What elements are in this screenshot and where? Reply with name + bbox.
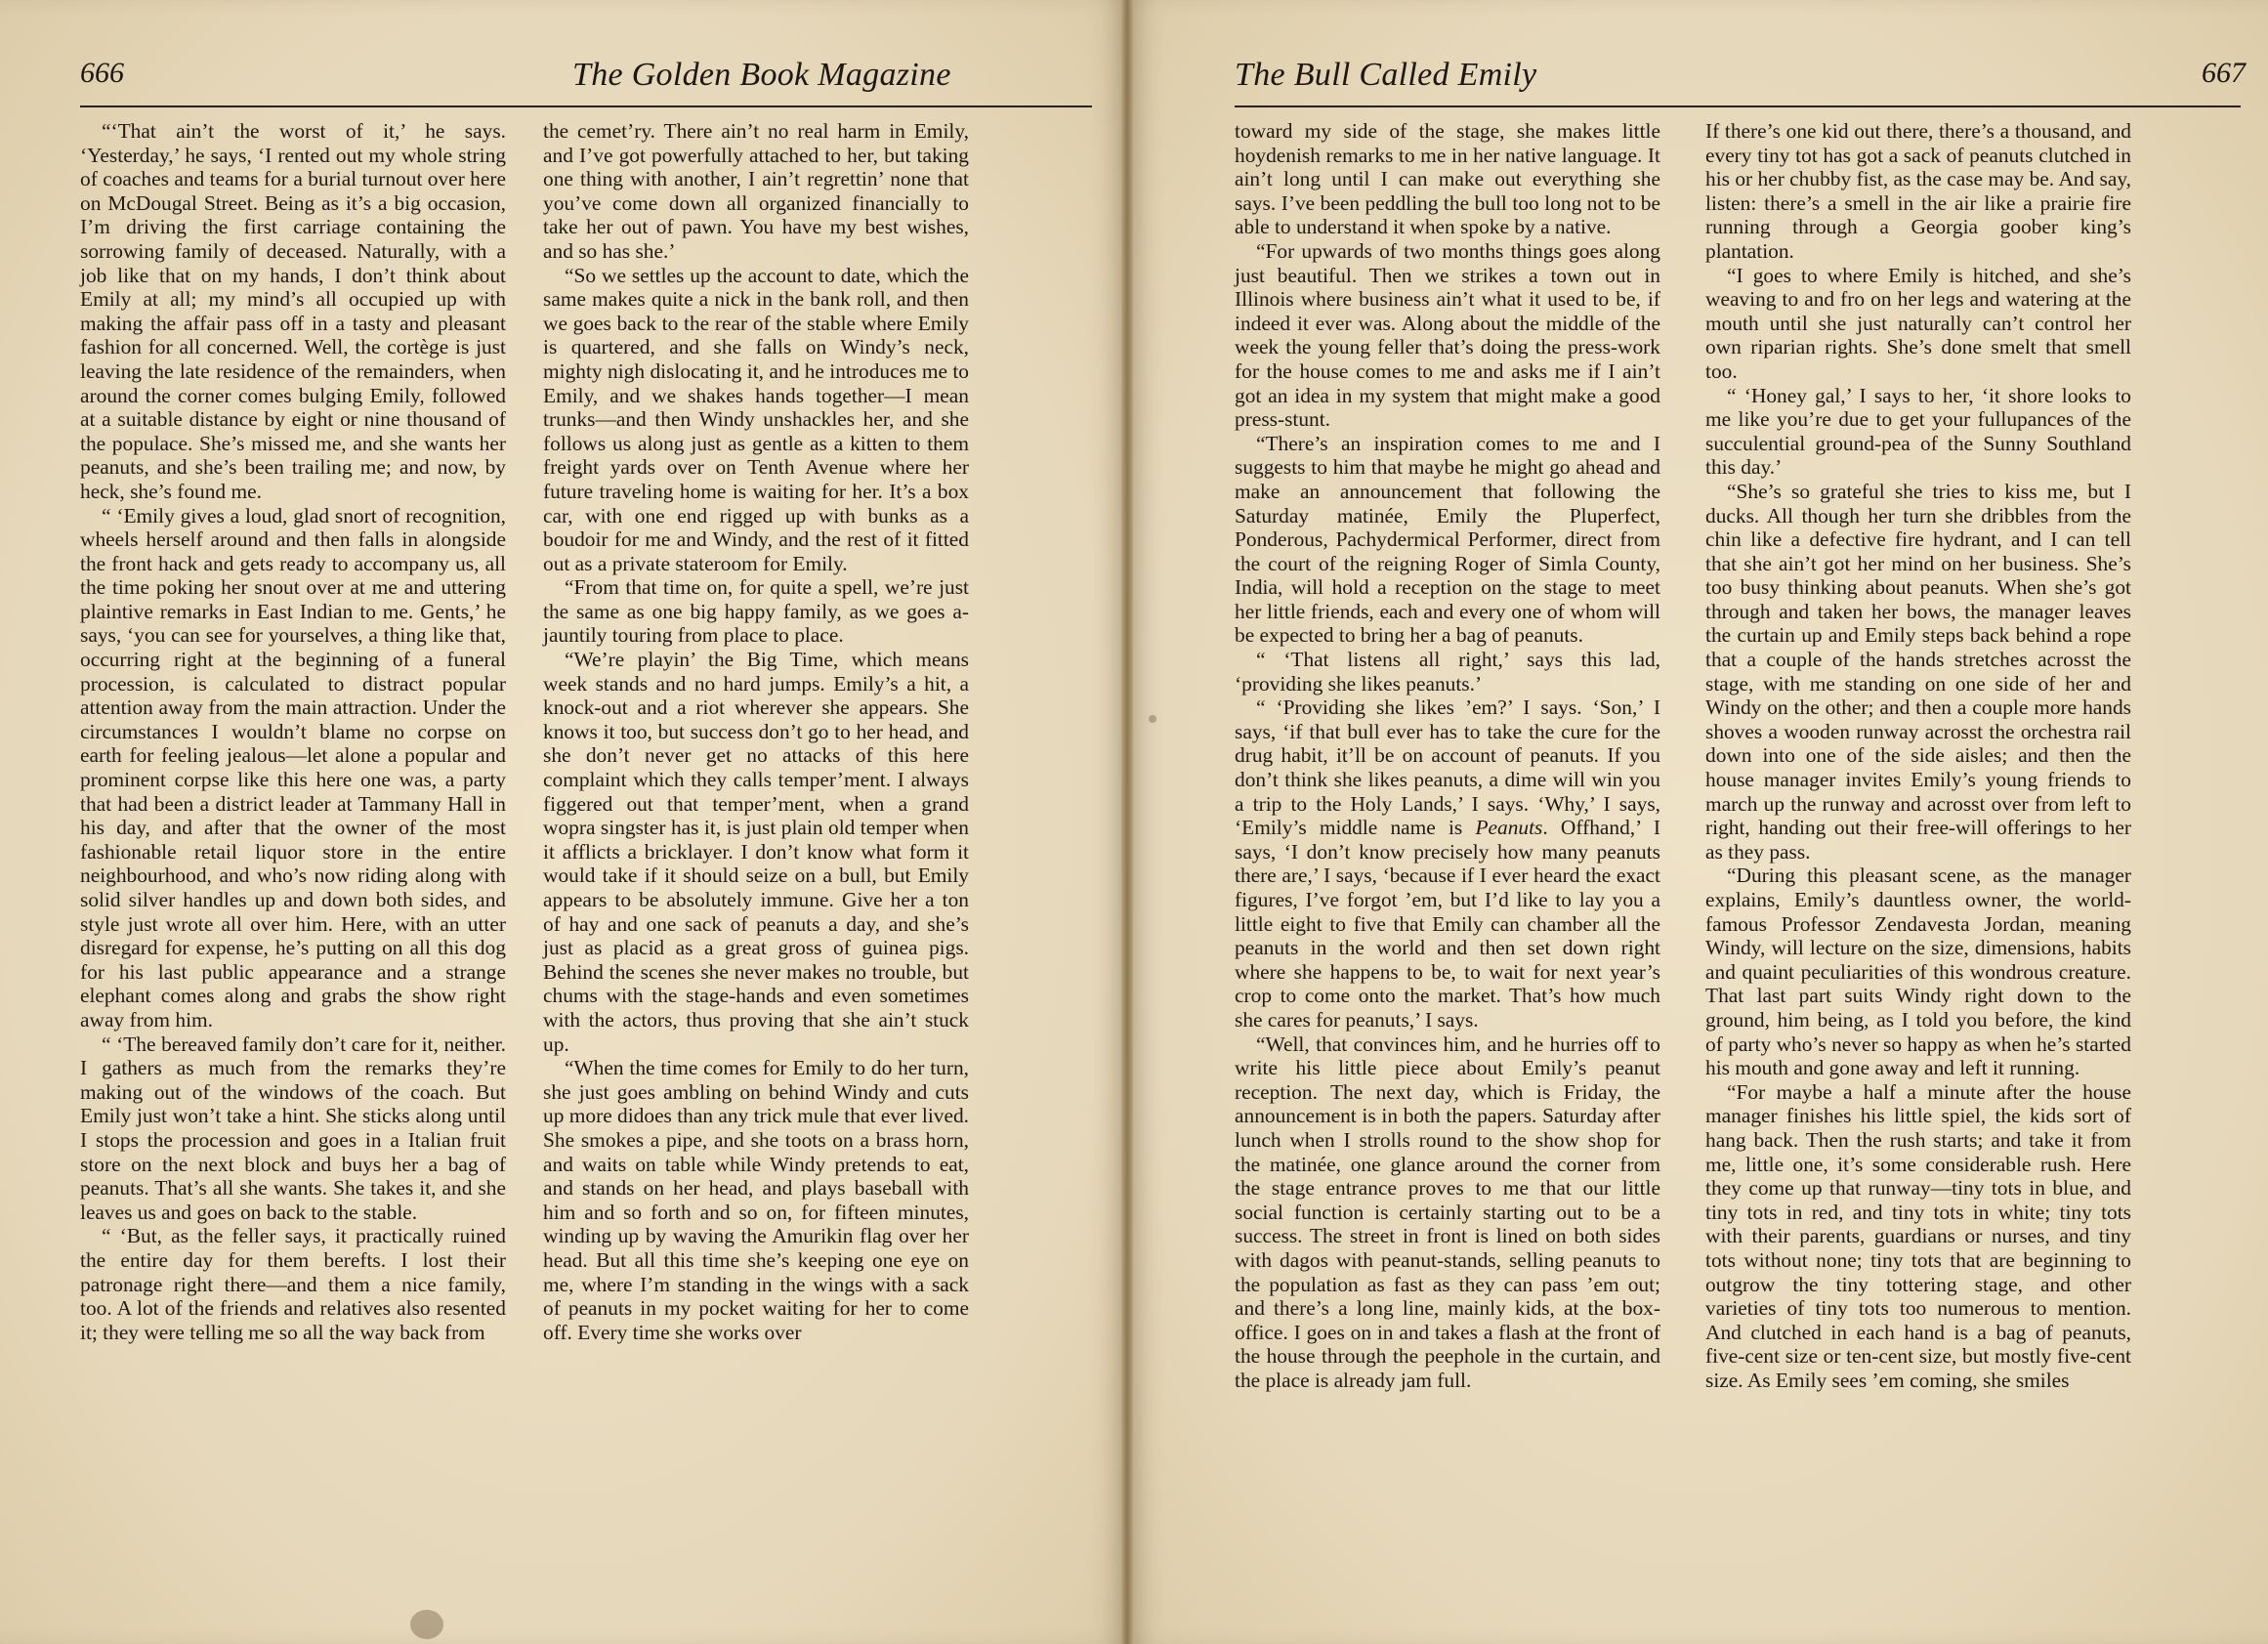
paper-blemish: [1149, 715, 1156, 723]
paragraph: “For upwards of two months things goes along just beautiful. Then we strikes a town out in Illinois where business ain’t what it used to be, if indeed it ever was. Along about the middle of the week the young feller that’s doing the press-work for the house comes to me and asks me if I ain’t got an idea in my system that might make a good press-stunt.: [1235, 238, 1660, 432]
right-page: [1133, 0, 2268, 1644]
paragraph: If there’s one kid out there, there’s a thousand, and every tiny tot has got a sack of peanuts clutched in his or her chubby fist, as the case may be. And say, listen: there’s a smell in the air like a prairie fire running through a Georgia goober king’s plantation.: [1705, 119, 2131, 263]
left-column-2: [543, 119, 969, 1344]
paragraph: “ ‘But, as the feller says, it practically ruined the entire day for them berefts. I lost their patronage right there—and them a nice family, too. A lot of the friends and relatives also resented it; they were telling me so all the way back from: [80, 1224, 506, 1344]
paragraph: “We’re playin’ the Big Time, which means week stands and no hard jumps. Emily’s a hit, a knock-out and a riot wherever she appears. She knows it too, but success don’t go to her head, and she don’t never get no attacks of this here complaint which they calls temper’ment. I always figgered out that temper’ment, when a grand wopra singster has it, is just plain old temper when it afflicts a bricklayer. I don’t know what form it would take if it should seize on a bull, but Emily appears to be absolutely immune. Give her a ton of hay and one sack of peanuts a day, and she’s just as placid as a great gross of guinea pigs. Behind the scenes she never makes no trouble, but chums with the stage-hands and even sometimes with the actors, thus proving that she ain’t stuck up.: [543, 648, 969, 1056]
paragraph: “‘That ain’t the worst of it,’ he says. ‘Yesterday,’ he says, ‘I rented out my whole string of coaches and teams for a burial turnout over here on McDougal Street. Being as it’s a big occasion, I’m driving the first carriage containing the sorrowing family of deceased. Naturally, with a job like that on my hands, I don’t think about Emily at all; my mind’s all occupied up with making the affair pass off in a tasty and pleasant fashion for all concerned. Well, the cortège is just leaving the late residence of the remainders, when around the corner comes bulging Emily, followed at a suitable distance by eight or nine thousand of the populace. She’s missed me, and she wants her peanuts, and she’s been trailing me; and now, by heck, she’s found me.: [80, 119, 506, 503]
right-column-2: [1705, 119, 2131, 1392]
right-running-title: The Bull Called Emily: [1235, 57, 1537, 93]
left-column-1: [80, 119, 506, 1344]
paragraph: “For maybe a half a minute after the house manager finishes his little spiel, the kids sort of hang back. Then the rush starts; and take it from me, little one, it’s some considerable rush. Here they come up that runway—tiny tots in blue, and tiny tots in red, and tiny tots in white; tiny tots with their parents, guardians or nurses, and tiny tots without none; tiny tots that are beginning to outgrow the tiny tottering stage, and other varieties of tiny tots too numerous to mention. And clutched in each hand is a bag of peanuts, five-cent size or ten-cent size, but mostly five-cent size. As Emily sees ’em coming, she smiles: [1705, 1079, 2131, 1392]
paragraph: “During this pleasant scene, as the manager explains, Emily’s dauntless owner, the world-famous Professor Zendavesta Jordan, meaning Windy, will lecture on the size, dimensions, habits and quaint peculiarities of this wondrous creature. That last part suits Windy right down to the ground, him being, as I told you before, the kind of party who’s never so happy as when he’s started his mouth and gone away and left it running.: [1705, 864, 2131, 1080]
paragraph: “She’s so grateful she tries to kiss me, but I ducks. All though her turn she dribbles from the chin like a defective fire hydrant, and I can tell that she ain’t got her mind on her business. She’s too busy thinking about peanuts. When she’s got through and taken her bows, the manager leaves the curtain up and Emily steps back behind a rope that a couple of the hands stretches acrosst the stage, with me standing on one side of her and Windy on the other; and then a couple more hands shoves a wooden runway acrosst the orchestra rail down into one of the side aisles; and then the house manager invites Emily’s young friends to march up the runway and acrosst over from left to right, handing out their free-will offerings to her as they pass.: [1705, 479, 2131, 864]
right-header-rule: [1235, 105, 2241, 107]
left-page: [0, 0, 1121, 1644]
paragraph: “ ‘Honey gal,’ I says to her, ‘it shore looks to me like you’re due to get your fullupances of the succulential ground-pea of the Sunny Southland this day.’: [1705, 383, 2131, 480]
paragraph: “From that time on, for quite a spell, we’re just the same as one big happy family, as we goes a-jauntily touring from place to place.: [543, 575, 969, 648]
left-header-rule: [80, 105, 1092, 107]
paragraph: “So we settles up the account to date, which the same makes quite a nick in the bank roll, and then we goes back to the rear of the stable where Emily is quartered, and she falls on Windy’s neck, mighty nigh dislocating it, and he introduces me to Emily, and we shakes hands together—I mean trunks—and then Windy unshackles her, and she follows us along just as gentle as a kitten to them freight yards over on Tenth Avenue where her future traveling home is waiting for her. It’s a box car, with one end rigged up with bunks as a boudoir for me and Windy, and the rest of it fitted out as a private stateroom for Emily.: [543, 263, 969, 575]
paragraph: “ ‘Emily gives a loud, glad snort of recognition, wheels herself around and then falls in alongside the front hack and gets ready to accompany us, all the time poking her snout over at me and uttering plaintive remarks in East Indian to me. Gents,’ he says, ‘you can see for yourselves, a thing like that, occurring right at the beginning of a funeral procession, is calculated to distract popular attention away from the main attraction. Under the circumstances I wouldn’t blame no corpse on earth for feeling jealous—let alone a popular and prominent corpse like this here one was, a party that had been a district leader at Tammany Hall in his day, and after that the owner of the most fashionable retail liquor store in the entire neighbourhood, and who’s now riding along with solid silver handles up and down both sides, and style just wrote all over him. Here, with an utter disregard for expense, he’s putting on all this dog for his last public appearance and a strange elephant comes along and grabs the show right away from him.: [80, 503, 506, 1032]
paragraph: toward my side of the stage, she makes little hoydenish remarks to me in her native language. It ain’t long until I can make out everything she says. I’ve been peddling the bull too long not to be able to understand it when spoke by a native.: [1235, 119, 1660, 239]
paragraph: “ ‘That listens all right,’ says this lad, ‘providing she likes peanuts.’: [1235, 648, 1660, 696]
paragraph: the cemet’ry. There ain’t no real harm in Emily, and I’ve got powerfully attached to her, but taking one thing with another, I ain’t regrettin’ none that you’ve come down all organized financially to take her out of pawn. You have my best wishes, and so has she.’: [543, 119, 969, 263]
left-folio: 666: [80, 57, 124, 89]
paragraph: “ ‘The bereaved family don’t care for it, neither. I gathers as much from the remarks they’re making out of the windows of the coach. But Emily just won’t take a hint. She sticks along until I stops the procession and goes in a Italian fruit store on the next block and buys her a bag of peanuts. That’s all she wants. She takes it, and she leaves us and goes on back to the stable.: [80, 1032, 506, 1224]
paragraph: “I goes to where Emily is hitched, and she’s weaving to and fro on her legs and watering at the mouth until she just naturally can’t control her own riparian rights. She’s done smelt that smell too.: [1705, 263, 2131, 383]
paragraph: “Well, that convinces him, and he hurries off to write his little piece about Emily’s peanut reception. The next day, which is Friday, the announcement is in both the papers. Saturday after lunch when I strolls round to the show shop for the matinée, one glance around the corner from the stage entrance proves to me that our little social function is certainly starting out to be a success. The street in front is lined on both sides with dagos with peanut-stands, selling peanuts to the population as fast as they can pass ’em out; and there’s a long line, mainly kids, at the box-office. I goes on in and takes a flash at the front of the house through the peephole in the curtain, and the place is already jam full.: [1235, 1032, 1660, 1392]
paper-blemish: [410, 1610, 443, 1639]
right-column-1: [1235, 119, 1660, 1392]
paragraph: “There’s an inspiration comes to me and I suggests to him that maybe he might go ahead and make an announcement that following the Saturday matinée, Emily the Pluperfect, Ponderous, Pachydermical Performer, direct from the court of the reigning Roger of Simla County, India, will hold a reception on the stage to meet her little friends, each and every one of whom will be expected to bring her a bag of peanuts.: [1235, 431, 1660, 648]
paragraph: “ ‘Providing she likes ’em?’ I says. ‘Son,’ I says, ‘if that bull ever has to take the cure for the drug habit, it’ll be on account of peanuts. If you don’t think she likes peanuts, a dime will win you a trip to the Holy Lands,’ I says. ‘Why,’ I says, ‘Emily’s middle name is Peanuts. Offhand,’ I says, ‘I don’t know precisely how many peanuts there are,’ I says, ‘because if I ever heard the exact figures, I’ve forgot ’em, but I’d like to lay you a little eight to five that Emily can chamber all the peanuts in the world and then set down right where she happens to be, to wait for next year’s crop to come onto the market. That’s how much she cares for peanuts,’ I says.: [1235, 696, 1660, 1032]
right-folio: 667: [2202, 57, 2246, 89]
paragraph: “When the time comes for Emily to do her turn, she just goes ambling on behind Windy and cuts up more didoes than any trick mule that ever lived. She smokes a pipe, and she toots on a brass horn, and waits on table while Windy pretends to eat, and stands on her head, and plays baseball with him and so forth and so on, for fifteen minutes, winding up by waving the Amurikin flag over her head. But all this time she’s keeping one eye on me, where I’m standing in the wings with a sack of peanuts in my pocket waiting for her to come off. Every time she works over: [543, 1056, 970, 1344]
left-running-title: The Golden Book Magazine: [572, 57, 951, 93]
book-gutter: [1121, 0, 1133, 1644]
